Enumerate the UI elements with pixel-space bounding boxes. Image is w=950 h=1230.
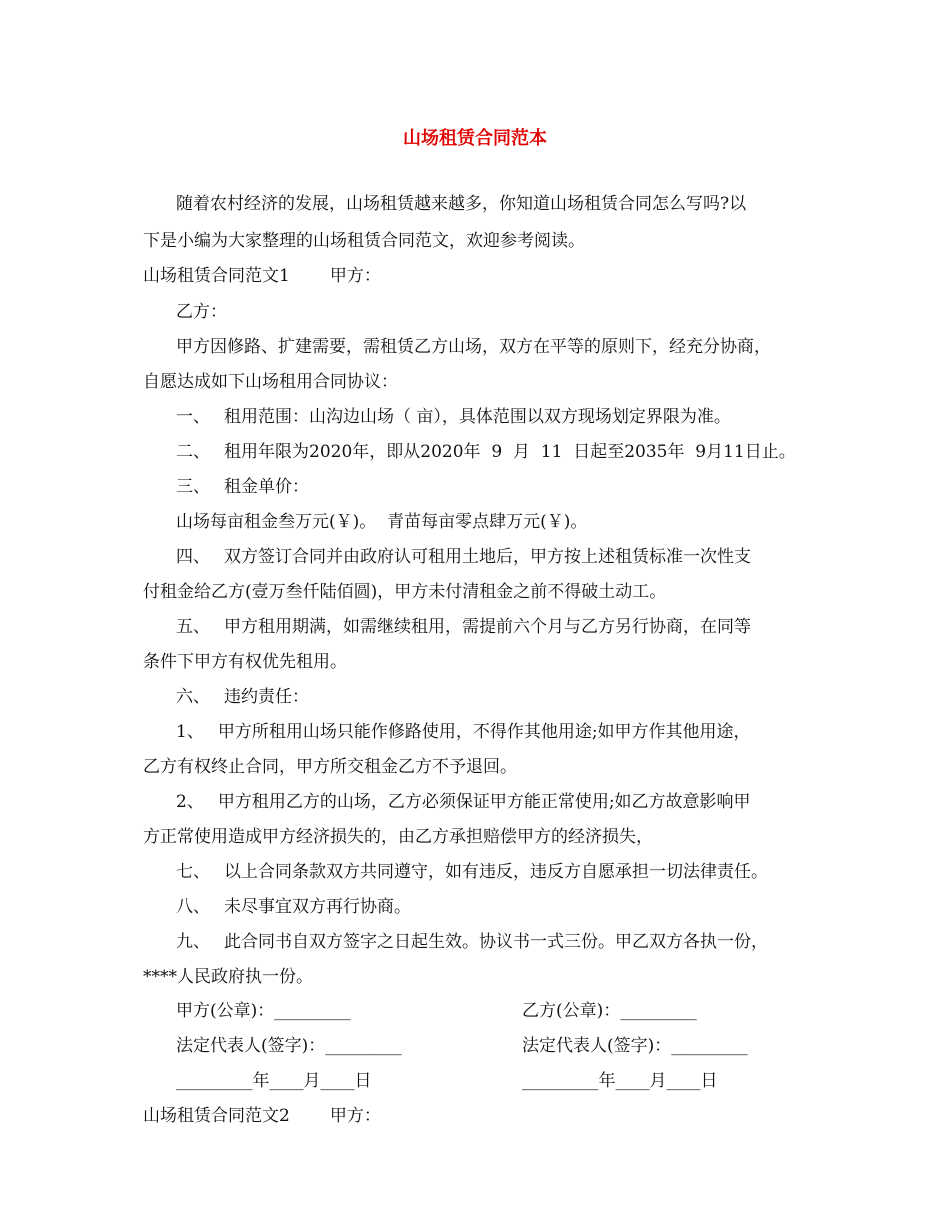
clause-3-detail: 山场每亩租金叁万元(￥)。 青苗每亩零点肆万元(￥)。: [176, 512, 588, 532]
clause-1-text: 租用范围：山沟边山场（ 亩），具体范围以双方现场划定界限为准。: [224, 407, 731, 427]
clause-8-number: 八、: [176, 897, 210, 917]
clause-2-number: 二、: [176, 442, 210, 462]
clause-9-text: 此合同书自双方签字之日起生效。协议书一式三份。甲乙双方各执一份，: [224, 932, 768, 952]
sample-2-heading: 山场租赁合同范文2: [143, 1106, 290, 1126]
preamble-line-2: 自愿达成如下山场租用合同协议：: [143, 372, 398, 392]
clause-6-1-number: 1、: [176, 722, 204, 742]
clause-3-number: 三、: [176, 477, 210, 497]
clause-4-continuation: 付租金给乙方(壹万叁仟陆佰圆)，甲方未付清租金之前不得破土动工。: [143, 582, 667, 602]
party-a-date-field: _________年____月____日: [176, 1071, 372, 1091]
intro-line-1: 随着农村经济的发展，山场租赁越来越多，你知道山场租赁合同怎么写吗?以: [176, 194, 747, 214]
clause-7-number: 七、: [176, 862, 210, 882]
clause-9-number: 九、: [176, 932, 210, 952]
clause-6-1-text: 甲方所租用山场只能作修路使用，不得作其他用途;如甲方作其他用途，: [217, 722, 751, 742]
clause-7-text: 以上合同条款双方共同遵守，如有违反，违反方自愿承担一切法律责任。: [224, 862, 768, 882]
sample-1-heading-line: [143, 265, 381, 287]
sample-1-heading: 山场租赁合同范文1: [143, 266, 290, 286]
preamble-line-1: 甲方因修路、扩建需要，需租赁乙方山场，双方在平等的原则下，经充分协商，: [176, 337, 771, 357]
document-title: 山场租赁合同范本: [403, 128, 547, 149]
party-a-representative-field: 法定代表人(签字)：_________: [176, 1036, 402, 1056]
intro-line-2: 下是小编为大家整理的山场租赁合同范文，欢迎参考阅读。: [143, 231, 585, 251]
clause-5-continuation: 条件下甲方有权优先租用。: [143, 652, 347, 672]
clause-5-number: 五、: [176, 617, 210, 637]
clause-6-1-continuation: 乙方有权终止合同，甲方所交租金乙方不予退回。: [143, 757, 517, 777]
party-b-representative-field: 法定代表人(签字)：_________: [522, 1036, 748, 1056]
clause-9-continuation: ****人民政府执一份。: [143, 967, 313, 987]
clause-6-2: [176, 791, 751, 813]
clause-3: [176, 476, 309, 498]
clause-5: [176, 616, 751, 638]
clause-6: [176, 686, 309, 708]
clause-6-2-continuation: 方正常使用造成甲方经济损失的，由乙方承担赔偿甲方的经济损失，: [143, 827, 653, 847]
clause-4-text: 双方签订合同并由政府认可租用土地后，甲方按上述租赁标准一次性支: [224, 547, 751, 567]
party-a-seal-field: 甲方(公章)：_________: [176, 1001, 351, 1021]
clause-8: [176, 896, 411, 918]
clause-2-text: 租用年限为2020年，即从2020年 9 月 11 日起至2035年 9月11日止。: [224, 442, 796, 462]
clause-9: [176, 931, 768, 953]
clause-3-text: 租金单价：: [224, 477, 309, 497]
clause-4-number: 四、: [176, 547, 210, 567]
clause-1-number: 一、: [176, 407, 210, 427]
sample-1-party-b: 乙方：: [176, 302, 227, 322]
clause-2: [176, 441, 796, 463]
sample-1-party-a: 甲方：: [329, 266, 381, 286]
clause-6-2-text: 甲方租用乙方的山场，乙方必须保证甲方能正常使用;如乙方故意影响甲: [217, 792, 751, 812]
clause-5-text: 甲方租用期满，如需继续租用，需提前六个月与乙方另行协商，在同等: [224, 617, 751, 637]
clause-8-text: 未尽事宜双方再行协商。: [224, 897, 411, 917]
clause-4: [176, 546, 751, 568]
party-b-date-field: _________年____月____日: [522, 1071, 718, 1091]
party-b-seal-field: 乙方(公章)：_________: [522, 1001, 697, 1021]
clause-1: [176, 406, 731, 428]
sample-2-heading-line: [143, 1105, 381, 1127]
clause-6-number: 六、: [176, 687, 210, 707]
clause-6-1: [176, 721, 751, 743]
clause-7: [176, 861, 768, 883]
clause-6-2-number: 2、: [176, 792, 204, 812]
sample-2-party-a: 甲方：: [329, 1106, 381, 1126]
clause-6-text: 违约责任：: [224, 687, 309, 707]
